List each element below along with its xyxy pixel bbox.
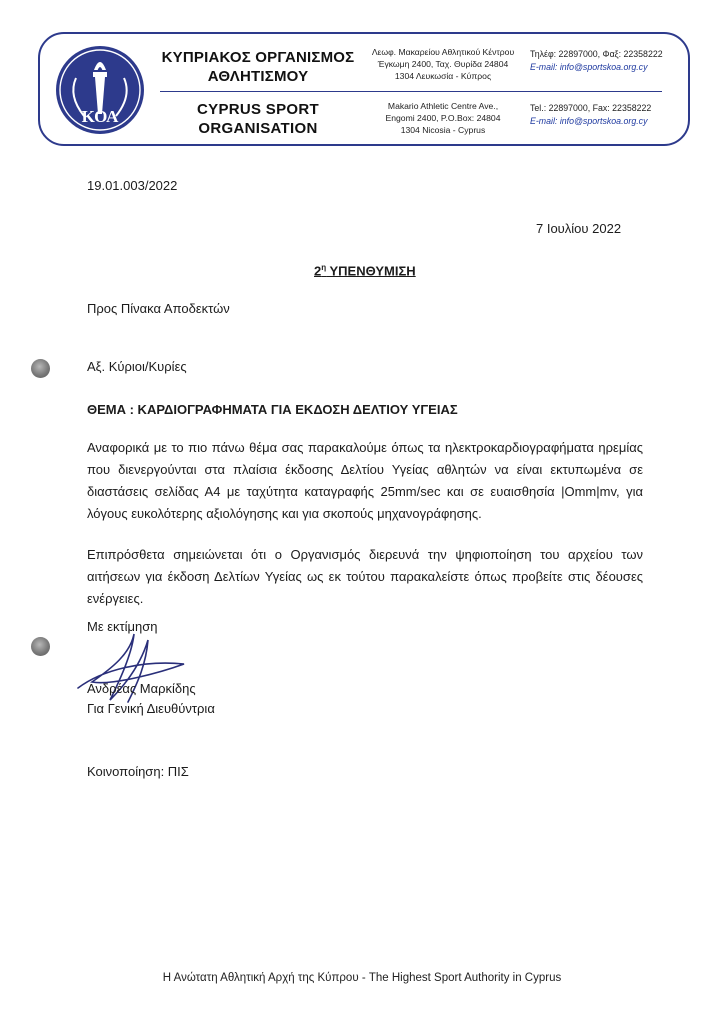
reference-number: 19.01.003/2022: [87, 178, 178, 193]
carbon-copy: Κοινοποίηση: ΠΙΣ: [87, 764, 189, 779]
title-superscript: η: [321, 263, 327, 272]
letterhead-divider: [160, 91, 662, 92]
org-name-english-line2: ORGANISATION: [198, 120, 318, 137]
phone-english: Tel.: 22897000, Fax: 22358222: [530, 103, 652, 113]
address-english: [358, 100, 528, 136]
punch-hole-top: [31, 359, 50, 378]
contact-greek: [530, 48, 690, 74]
org-name-greek-line1: ΚΥΠΡΙΑΚΟΣ ΟΡΓΑΝΙΣΜΟΣ: [161, 49, 355, 66]
punch-hole-bottom: [31, 637, 50, 656]
subject-line: ΘΕΜΑ : ΚΑΡΔΙΟΓΡΑΦΗΜΑΤΑ ΓΙΑ ΕΚΔΟΣΗ ΔΕΛΤΙΟΥ ΥΓΕΙΑΣ: [87, 402, 458, 417]
address-english-line: 1304 Nicosia - Cyprus: [400, 125, 486, 135]
recipient: Προς Πίνακα Αποδεκτών: [87, 301, 230, 316]
signer-name: Ανδρέας Μαρκίδης: [87, 681, 196, 696]
contact-english: [530, 102, 690, 128]
org-name-greek-line2: ΑΘΛΗΤΙΣΜΟΥ: [207, 68, 309, 85]
email-link-english[interactable]: E-mail: info@sportskoa.org.cy: [530, 116, 648, 126]
body-paragraph-1: Αναφορικά με το πιο πάνω θέμα σας παρακαλούμε όπως τα ηλεκτροκαρδιογραφήματα ηρεμίας που διενεργούνται στα πλαίσια έκδοσης Δελτίου Υγείας αθλητών να είναι εκτυπωμένα σε διαστάσεις σελίδας Α4 με ταχύτητα καταγραφής 25mm/sec και σε ευαισθησία |Omm|mv, για λόγους ευκολότερης αξιολόγησης και για σκοπούς μηχανογράφησης.: [87, 440, 643, 521]
body-paragraph-2: Επιπρόσθετα σημειώνεται ότι ο Οργανισμός διερευνά την ψηφιοποίηση του αρχείου των αιτήσεων για έκδοση Δελτίων Υγείας ως εκ τούτου παρακαλείστε όπως προβείτε στις δέουσες ενέργειες.: [87, 547, 643, 606]
koa-logo-icon: [54, 44, 146, 136]
address-greek-line: Λεωφ. Μακαρείου Αθλητικού Κέντρου: [371, 47, 515, 57]
phone-greek: Τηλέφ: 22897000, Φαξ: 22358222: [530, 49, 663, 59]
salutation: Αξ. Κύριοι/Κυρίες: [87, 359, 187, 374]
logo-letters: ΚΟΑ: [81, 107, 119, 126]
footer-tagline: Η Ανώτατη Αθλητική Αρχή της Κύπρου - The Highest Sport Authority in Cyprus: [162, 972, 562, 984]
address-greek-line: Έγκωμη 2400, Ταχ. Θυρίδα 24804: [377, 59, 509, 69]
title-rest: ΥΠΕΝΘΥΜΙΣΗ: [326, 263, 416, 279]
email-link-greek[interactable]: E-mail: info@sportskoa.org.cy: [530, 62, 648, 72]
letter-date: 7 Ιουλίου 2022: [536, 221, 622, 236]
org-name-english: [152, 100, 364, 138]
title-prefix: 2: [314, 263, 322, 279]
org-name-english-line1: CYPRUS SPORT: [197, 101, 319, 118]
address-english-line: Makario Athletic Centre Ave.,: [387, 101, 499, 111]
address-greek-line: 1304 Λευκωσία - Κύπρος: [394, 71, 492, 81]
closing: Με εκτίμηση: [87, 619, 158, 634]
address-english-line: Engomi 2400, P.O.Box: 24804: [385, 113, 501, 123]
handwritten-signature: [72, 630, 202, 710]
letterhead: [38, 32, 690, 146]
letter-title: [314, 263, 416, 278]
org-name-greek: [152, 48, 364, 86]
signer-title: Για Γενική Διευθύντρια: [87, 701, 215, 716]
address-greek: [358, 46, 528, 82]
